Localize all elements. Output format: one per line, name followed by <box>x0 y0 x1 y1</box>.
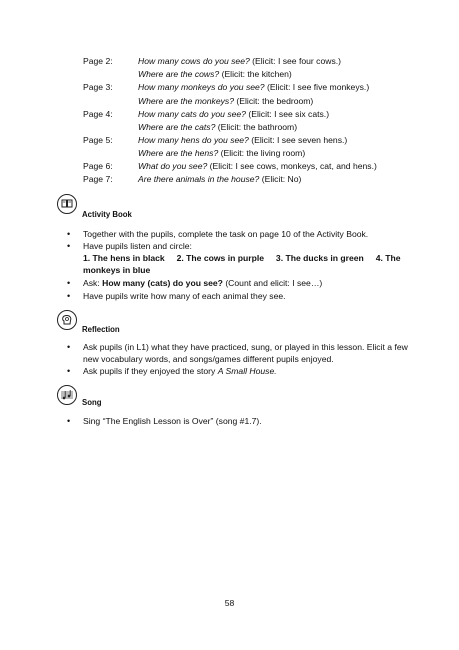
reflection-bullet-2: Ask pupils if they enjoyed the story A Small House. <box>83 366 277 376</box>
activity-book-title: Activity Book <box>82 210 132 219</box>
page-label: Page 3: <box>83 82 113 92</box>
activity-bullet-1: Together with the pupils, complete the task on page 10 of the Activity Book. <box>83 229 369 239</box>
question: Where are the monkeys? <box>138 96 235 106</box>
bullet: • <box>67 291 71 301</box>
story-title: A Small House. <box>217 366 277 376</box>
question: Where are the cats? <box>138 122 216 132</box>
reflection-title: Reflection <box>82 325 120 334</box>
activity-circle-list: 1. The hens in black 2. The cows in purple 3. The ducks in green 4. The <box>83 253 401 263</box>
bullet: • <box>67 342 71 352</box>
question: Where are the cows? <box>138 69 220 79</box>
page-label: Page 7: <box>83 174 113 184</box>
elicit: (Elicit: the living room) <box>218 148 306 158</box>
music-icon <box>57 385 77 405</box>
question: What do you see? <box>138 161 208 171</box>
bullet: • <box>67 229 71 239</box>
page-label: Page 2: <box>83 56 113 66</box>
elicit: (Elicit: I see four cows.) <box>249 56 341 66</box>
page-label: Page 6: <box>83 161 113 171</box>
book-icon <box>57 194 77 214</box>
question: Are there animals in the house? <box>138 174 260 184</box>
elicit: (Elicit: the kitchen) <box>219 69 292 79</box>
elicit: (Elicit: No) <box>259 174 302 184</box>
elicit: (Elicit: the bedroom) <box>234 96 314 106</box>
bullet: • <box>67 416 71 426</box>
elicit: (Elicit: I see five monkeys.) <box>264 82 370 92</box>
elicit: (Elicit: the bathroom) <box>215 122 298 132</box>
bullet: • <box>67 366 71 376</box>
reflection-bullet-1-cont: new vocabulary words, and songs/games different pupils enjoyed. <box>83 354 334 364</box>
question: How many cows do you see? <box>138 56 250 66</box>
ask-question: How many (cats) do you see? <box>102 278 223 288</box>
bullet: • <box>67 278 71 288</box>
elicit: (Elicit: I see six cats.) <box>245 109 330 119</box>
bullet: • <box>67 241 71 251</box>
page-label: Page 5: <box>83 135 113 145</box>
question: How many hens do you see? <box>138 135 249 145</box>
activity-bullet-2: Have pupils listen and circle: <box>83 241 192 251</box>
activity-bullet-4: Have pupils write how many of each animal they see. <box>83 291 286 301</box>
question: How many monkeys do you see? <box>138 82 265 92</box>
elicit: (Elicit: I see cows, monkeys, cat, and hens.) <box>207 161 377 171</box>
song-bullet-1: Sing “The English Lesson is Over” (song #1.7). <box>83 416 262 426</box>
question: How many cats do you see? <box>138 109 246 119</box>
reflection-bullet-1: Ask pupils (in L1) what they have practiced, sung, or played in this lesson. Elicit a few <box>83 342 408 352</box>
activity-bullet-3: Ask: How many (cats) do you see? (Count and elicit: I see…) <box>83 278 323 288</box>
page-number: 58 <box>224 598 235 608</box>
reflection-head-icon <box>57 310 77 330</box>
question: Where are the hens? <box>138 148 219 158</box>
song-title: Song <box>82 398 102 407</box>
activity-circle-list-cont: monkeys in blue <box>83 265 151 275</box>
elicit: (Elicit: I see seven hens.) <box>248 135 348 145</box>
page-label: Page 4: <box>83 109 113 119</box>
